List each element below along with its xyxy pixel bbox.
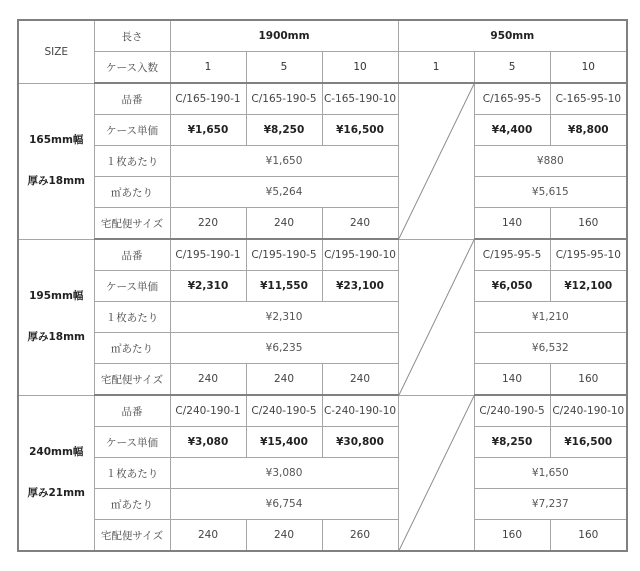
per-sqm-value: ¥5,264 <box>170 177 398 208</box>
per-sheet-value: ¥880 <box>474 146 627 177</box>
product-thickness: 厚み18mm <box>27 331 85 343</box>
code-cell: C-165-190-10 <box>322 83 398 115</box>
code-cell: C/240-190-10 <box>550 395 627 427</box>
per-sheet-value: ¥1,210 <box>474 302 627 333</box>
shipping-cell: 140 <box>474 364 550 396</box>
product-width: 195mm幅 <box>29 290 84 303</box>
price-cell: ¥23,100 <box>322 271 398 302</box>
code-cell: C/195-95-5 <box>474 239 550 271</box>
price-cell: ¥30,800 <box>322 427 398 458</box>
product-thickness: 厚み18mm <box>27 175 85 187</box>
case-price-label: ケース単価 <box>94 115 170 146</box>
shipping-cell: 160 <box>550 364 627 396</box>
shipping-label: 宅配便サイズ <box>94 364 170 396</box>
shipping-cell: 140 <box>474 208 550 240</box>
price-cell: ¥16,500 <box>322 115 398 146</box>
per-sqm-value: ¥7,237 <box>474 489 627 520</box>
shipping-cell: 240 <box>322 364 398 396</box>
table-row <box>18 115 627 146</box>
code-cell: C/165-190-1 <box>170 83 246 115</box>
header-row-case <box>18 52 627 84</box>
price-cell: ¥16,500 <box>550 427 627 458</box>
table-row <box>18 489 627 520</box>
code-cell: C/165-95-5 <box>474 83 550 115</box>
shipping-cell: 260 <box>322 520 398 552</box>
code-cell: C-165-95-10 <box>550 83 627 115</box>
price-cell: ¥8,250 <box>474 427 550 458</box>
table-row <box>18 520 627 552</box>
code-cell: C/240-190-5 <box>246 395 322 427</box>
code-cell: C/195-95-10 <box>550 239 627 271</box>
per-sheet-label: １枚あたり <box>94 302 170 333</box>
table-row <box>18 208 627 240</box>
diagonal-line <box>399 84 474 239</box>
case-price-label: ケース単価 <box>94 427 170 458</box>
size-header: SIZE <box>18 20 94 83</box>
code-cell: C/165-190-5 <box>246 83 322 115</box>
price-cell: ¥3,080 <box>170 427 246 458</box>
qty-950-5: 5 <box>474 52 550 84</box>
table-row <box>18 271 627 302</box>
per-sheet-value: ¥1,650 <box>474 458 627 489</box>
code-label: 品番 <box>94 395 170 427</box>
code-label: 品番 <box>94 83 170 115</box>
per-sqm-label: ㎡あたり <box>94 489 170 520</box>
qty-1900-1: 1 <box>170 52 246 84</box>
table-row <box>18 302 627 333</box>
shipping-cell: 240 <box>170 520 246 552</box>
per-sqm-value: ¥5,615 <box>474 177 627 208</box>
shipping-label: 宅配便サイズ <box>94 520 170 552</box>
shipping-label: 宅配便サイズ <box>94 208 170 240</box>
length-header: 長さ <box>94 20 170 52</box>
per-sheet-label: １枚あたり <box>94 458 170 489</box>
qty-950-10: 10 <box>550 52 627 84</box>
product-thickness: 厚み21mm <box>27 486 85 499</box>
code-cell: C/195-190-10 <box>322 239 398 271</box>
per-sheet-label: １枚あたり <box>94 146 170 177</box>
per-sheet-value: ¥3,080 <box>170 458 398 489</box>
table-row <box>18 458 627 489</box>
shipping-cell: 160 <box>474 520 550 552</box>
price-cell: ¥2,310 <box>170 271 246 302</box>
shipping-cell: 220 <box>170 208 246 240</box>
product-size-cell <box>18 83 94 239</box>
price-cell: ¥8,800 <box>550 115 627 146</box>
table-row <box>18 364 627 396</box>
section-240 <box>18 395 627 551</box>
shipping-cell: 240 <box>246 520 322 552</box>
table-row <box>18 333 627 364</box>
table-row <box>18 83 627 115</box>
price-cell: ¥12,100 <box>550 271 627 302</box>
shipping-cell: 240 <box>246 208 322 240</box>
price-cell: ¥15,400 <box>246 427 322 458</box>
code-cell: C/240-190-1 <box>170 395 246 427</box>
case-qty-header: ケース入数 <box>94 52 170 84</box>
not-available-cell <box>398 395 474 551</box>
price-cell: ¥8,250 <box>246 115 322 146</box>
per-sheet-value: ¥2,310 <box>170 302 398 333</box>
shipping-cell: 240 <box>322 208 398 240</box>
header-row-length <box>18 20 627 52</box>
length-950-header: 950mm <box>398 20 627 52</box>
code-cell: C-240-190-10 <box>322 395 398 427</box>
shipping-cell: 240 <box>246 364 322 396</box>
qty-1900-5: 5 <box>246 52 322 84</box>
length-1900-header: 1900mm <box>170 20 398 52</box>
price-table <box>17 19 628 552</box>
code-label: 品番 <box>94 239 170 271</box>
product-size-cell <box>18 395 94 551</box>
section-165 <box>18 83 627 239</box>
shipping-cell: 160 <box>550 208 627 240</box>
diagonal-line <box>399 396 474 551</box>
per-sqm-label: ㎡あたり <box>94 333 170 364</box>
case-price-label: ケース単価 <box>94 271 170 302</box>
per-sqm-label: ㎡あたり <box>94 177 170 208</box>
shipping-cell: 160 <box>550 520 627 552</box>
shipping-cell: 240 <box>170 364 246 396</box>
table-row <box>18 146 627 177</box>
diagonal-line <box>399 240 474 395</box>
qty-1900-10: 10 <box>322 52 398 84</box>
per-sqm-value: ¥6,532 <box>474 333 627 364</box>
qty-950-1: 1 <box>398 52 474 84</box>
price-cell: ¥6,050 <box>474 271 550 302</box>
not-available-cell <box>398 239 474 395</box>
table-row <box>18 239 627 271</box>
code-cell: C/195-190-5 <box>246 239 322 271</box>
table-row <box>18 395 627 427</box>
price-cell: ¥4,400 <box>474 115 550 146</box>
code-cell: C/240-190-5 <box>474 395 550 427</box>
not-available-cell <box>398 83 474 239</box>
per-sqm-value: ¥6,235 <box>170 333 398 364</box>
table-row <box>18 177 627 208</box>
table-row <box>18 427 627 458</box>
price-cell: ¥11,550 <box>246 271 322 302</box>
product-size-cell <box>18 239 94 395</box>
section-195 <box>18 239 627 395</box>
product-width: 165mm幅 <box>29 134 84 147</box>
code-cell: C/195-190-1 <box>170 239 246 271</box>
per-sqm-value: ¥6,754 <box>170 489 398 520</box>
price-cell: ¥1,650 <box>170 115 246 146</box>
per-sheet-value: ¥1,650 <box>170 146 398 177</box>
product-width: 240mm幅 <box>29 446 84 459</box>
